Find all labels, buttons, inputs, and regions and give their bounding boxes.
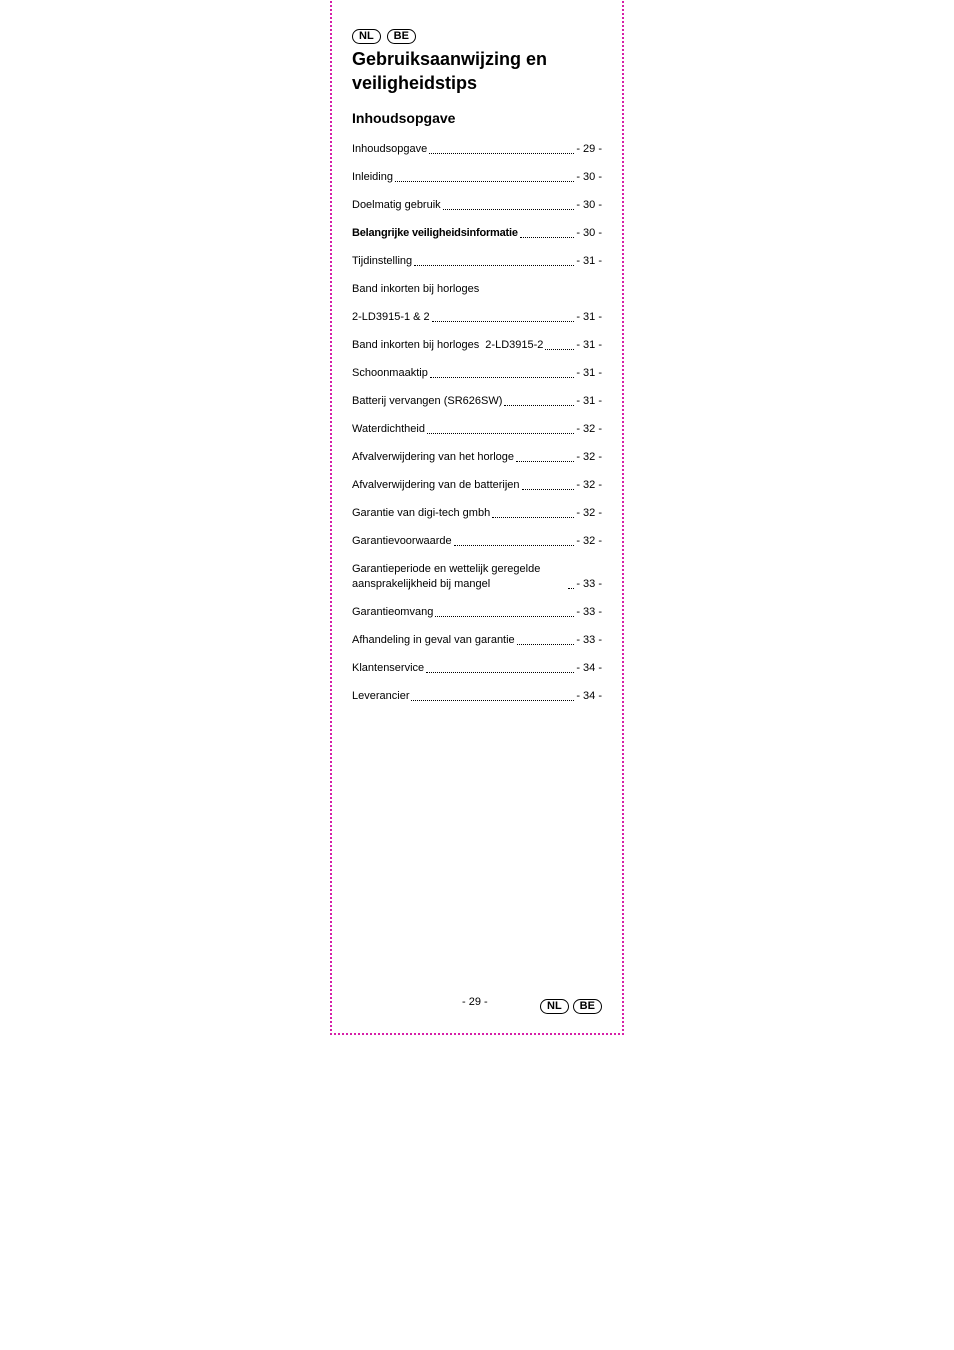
toc-entry-text: Afvalverwijdering van het horloge: [352, 451, 515, 463]
toc-leader: [520, 237, 575, 238]
toc-entry-page: - 32 -: [576, 507, 602, 519]
toc-entry[interactable]: [352, 282, 602, 297]
toc-entry-page: - 33 -: [576, 634, 602, 646]
toc-entry-page: - 30 -: [576, 171, 602, 183]
toc-entry[interactable]: [352, 422, 602, 437]
toc-entry-page: - 32 -: [576, 423, 602, 435]
table-of-contents: [352, 142, 602, 717]
toc-leader: [432, 321, 575, 322]
toc-entry-page: - 32 -: [576, 451, 602, 463]
toc-entry[interactable]: [352, 450, 602, 465]
toc-leader: [545, 349, 574, 350]
toc-leader: [427, 433, 574, 434]
toc-leader: [395, 181, 574, 182]
toc-entry-text: Belangrijke veiligheidsinformatie: [352, 227, 518, 239]
toc-entry-page: - 30 -: [576, 227, 602, 239]
toc-entry-page: - 31 -: [576, 395, 602, 407]
toc-entry-page: - 31 -: [576, 255, 602, 267]
toc-entry-text: Band inkorten bij horloges: [352, 283, 480, 295]
header-language-badges: [352, 29, 416, 44]
toc-leader: [492, 517, 574, 518]
toc-entry[interactable]: [352, 562, 602, 592]
toc-leader: [504, 405, 574, 406]
toc-entry[interactable]: [352, 310, 602, 325]
toc-entry-text: Garantieomvang: [352, 606, 434, 618]
toc-leader: [414, 265, 574, 266]
toc-leader: [454, 545, 575, 546]
toc-entry[interactable]: [352, 254, 602, 269]
toc-entry[interactable]: [352, 534, 602, 549]
toc-entry[interactable]: [352, 506, 602, 521]
toc-entry-page: - 34 -: [576, 662, 602, 674]
badge-be: BE: [387, 29, 416, 44]
toc-entry-page: - 31 -: [576, 339, 602, 351]
toc-entry-text: Inleiding: [352, 171, 393, 183]
toc-entry-page: - 32 -: [576, 535, 602, 547]
toc-entry-page: - 32 -: [576, 479, 602, 491]
toc-entry-text: Band inkorten bij horloges 2-LD3915-2: [352, 339, 544, 351]
toc-leader: [429, 153, 574, 154]
toc-entry-text: Garantieperiode en wettelijk geregelde aansprakelijkheid bij mangel: [352, 563, 541, 590]
toc-entry[interactable]: [352, 633, 602, 648]
toc-entry-text: Batterij vervangen (SR626SW): [352, 395, 503, 407]
toc-entry-text: Klantenservice: [352, 662, 425, 674]
toc-entry-text: Leverancier: [352, 690, 410, 702]
badge-nl: NL: [540, 999, 569, 1014]
toc-entry-text: 2-LD3915-1 & 2: [352, 311, 430, 323]
toc-leader: [426, 672, 574, 673]
footer-language-badges: [540, 999, 602, 1014]
toc-entry-text: Doelmatig gebruik: [352, 199, 441, 211]
toc-entry[interactable]: [352, 478, 602, 493]
toc-heading: Inhoudsopgave: [352, 110, 456, 126]
toc-entry-page: - 31 -: [576, 311, 602, 323]
toc-entry-text: Schoonmaaktip: [352, 367, 428, 379]
toc-entry[interactable]: [352, 226, 602, 241]
toc-entry[interactable]: [352, 198, 602, 213]
toc-leader: [411, 700, 574, 701]
toc-entry-page: - 34 -: [576, 690, 602, 702]
toc-entry[interactable]: [352, 142, 602, 157]
toc-entry[interactable]: [352, 170, 602, 185]
toc-entry-page: - 30 -: [576, 199, 602, 211]
page-title: Gebruiksaanwijzing en veiligheidstips: [352, 49, 548, 93]
toc-entry[interactable]: [352, 366, 602, 381]
toc-leader: [430, 377, 574, 378]
toc-leader: [435, 616, 574, 617]
toc-entry-page: - 31 -: [576, 367, 602, 379]
toc-entry[interactable]: [352, 661, 602, 676]
toc-entry-page: - 33 -: [576, 578, 602, 590]
toc-entry-text: Tijdinstelling: [352, 255, 413, 267]
toc-entry[interactable]: [352, 605, 602, 620]
toc-entry[interactable]: [352, 394, 602, 409]
toc-leader: [443, 209, 575, 210]
toc-entry-page: - 33 -: [576, 606, 602, 618]
toc-leader: [517, 644, 575, 645]
toc-entry-text: Afvalverwijdering van de batterijen: [352, 479, 520, 491]
toc-entry-page: - 29 -: [576, 143, 602, 155]
toc-leader: [516, 461, 574, 462]
toc-entry[interactable]: [352, 689, 602, 704]
badge-nl: NL: [352, 29, 381, 44]
toc-leader: [522, 489, 575, 490]
badge-be: BE: [573, 999, 602, 1014]
toc-entry-text: Afhandeling in geval van garantie: [352, 634, 515, 646]
toc-entry-text: Garantie van digi-tech gmbh: [352, 507, 491, 519]
toc-entry-text: Inhoudsopgave: [352, 143, 428, 155]
toc-entry-text: Waterdichtheid: [352, 423, 425, 435]
toc-entry-text: Garantievoorwaarde: [352, 535, 452, 547]
toc-leader: [568, 588, 574, 589]
toc-entry[interactable]: [352, 338, 602, 353]
page-number: - 29 -: [462, 996, 488, 1008]
